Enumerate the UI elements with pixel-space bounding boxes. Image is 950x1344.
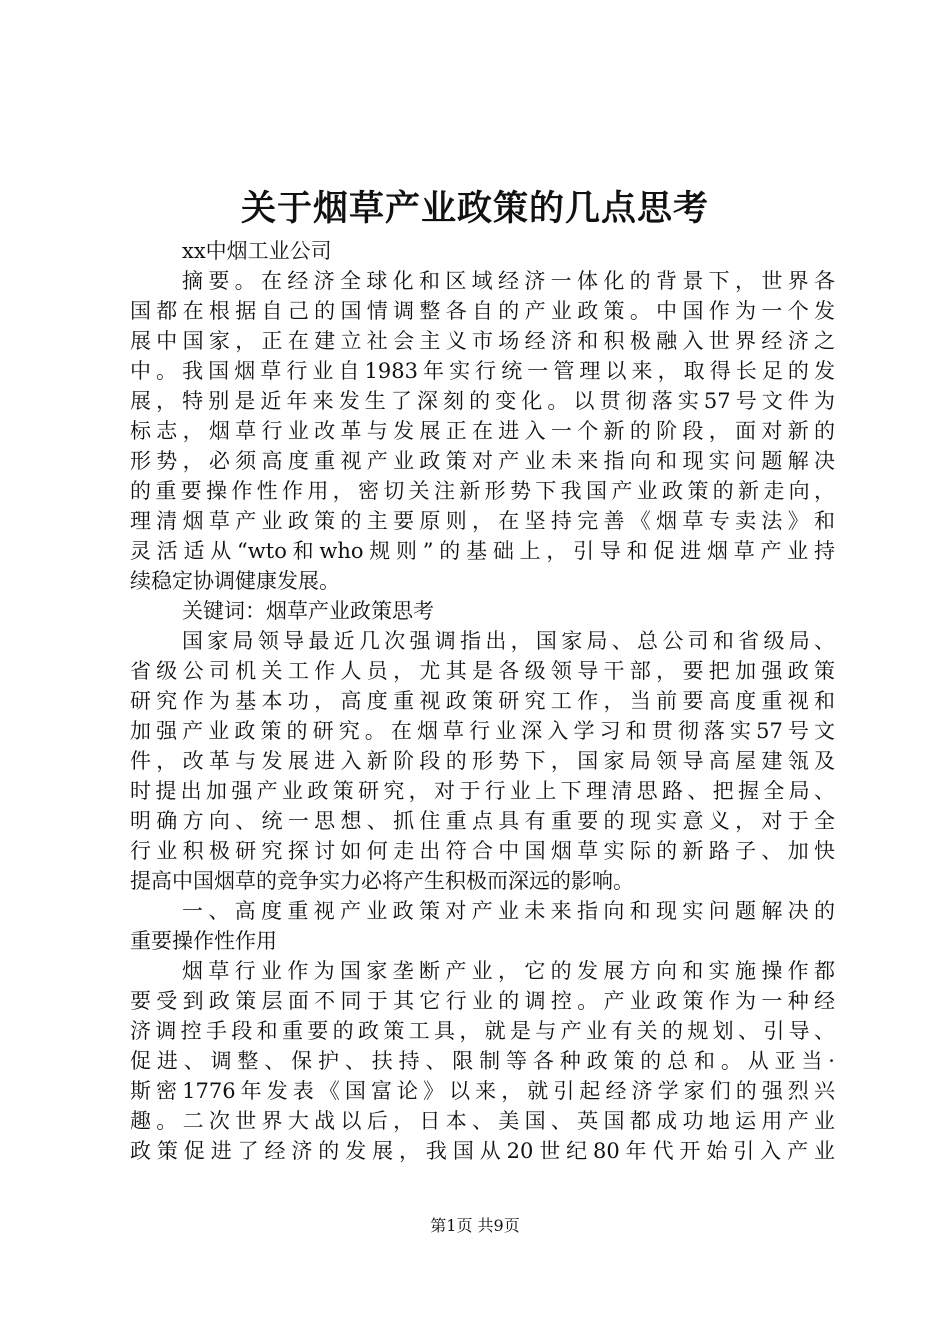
- text-line: 灵活适从“wto和who规则”的基础上，引导和促进烟草产业持: [130, 539, 835, 563]
- text-line: 趣。二次世界大战以后，日本、美国、英国都成功地运用产业: [130, 1109, 835, 1133]
- text-line: 件，改革与发展进入新阶段的形势下，国家局领导高屋建瓴及: [130, 749, 835, 773]
- text-line: 形势，必须高度重视产业政策对产业未来指向和现实问题解决: [130, 449, 835, 473]
- text-line: 斯密1776年发表《国富论》以来，就引起经济学家们的强烈兴: [130, 1079, 835, 1103]
- text-line: 政策促进了经济的发展，我国从20世纪80年代开始引入产业: [130, 1139, 835, 1163]
- text-line: 摘要。在经济全球化和区域经济一体化的背景下，世界各: [182, 269, 835, 293]
- text-line: 理清烟草产业政策的主要原则，在坚持完善《烟草专卖法》和: [130, 509, 835, 533]
- text-line: 国都在根据自己的国情调整各自的产业政策。中国作为一个发: [130, 299, 835, 323]
- document-title: 关于烟草产业政策的几点思考: [240, 188, 709, 229]
- text-line: 时提出加强产业政策研究，对于行业上下理清思路、把握全局、: [130, 779, 835, 803]
- text-line: 续稳定协调健康发展。: [130, 569, 340, 593]
- text-line: 提高中国烟草的竞争实力必将产生积极而深远的影响。: [130, 869, 634, 893]
- text-line: 济调控手段和重要的政策工具，就是与产业有关的规划、引导、: [130, 1019, 835, 1043]
- text-line: 要受到政策层面不同于其它行业的调控。产业政策作为一种经: [130, 989, 835, 1013]
- text-line: 展，特别是近年来发生了深刻的变化。以贯彻落实57号文件为: [130, 389, 835, 413]
- text-line: 展中国家，正在建立社会主义市场经济和积极融入世界经济之: [130, 329, 835, 353]
- text-line: 的重要操作性作用，密切关注新形势下我国产业政策的新走向，: [130, 479, 835, 503]
- page-footer: 第1页 共9页: [430, 1216, 520, 1235]
- text-line: 明确方向、统一思想、抓住重点具有重要的现实意义，对于全: [130, 809, 835, 833]
- text-line: 研究作为基本功，高度重视政策研究工作，当前要高度重视和: [130, 689, 835, 713]
- text-line: 重要操作性作用: [130, 929, 277, 953]
- text-line: 一、高度重视产业政策对产业未来指向和现实问题解决的: [182, 899, 835, 923]
- text-line: 关键词：烟草产业政策思考: [182, 599, 434, 623]
- text-line: 促进、调整、保护、扶持、限制等各种政策的总和。从亚当·: [130, 1049, 835, 1073]
- text-line: 中。我国烟草行业自1983年实行统一管理以来，取得长足的发: [130, 359, 835, 383]
- text-line: 行业积极研究探讨如何走出符合中国烟草实际的新路子、加快: [130, 839, 835, 863]
- text-line: 烟草行业作为国家垄断产业，它的发展方向和实施操作都: [182, 959, 835, 983]
- text-line: 标志，烟草行业改革与发展正在进入一个新的阶段，面对新的: [130, 419, 835, 443]
- text-line: 国家局领导最近几次强调指出，国家局、总公司和省级局、: [182, 629, 835, 653]
- text-line: 加强产业政策的研究。在烟草行业深入学习和贯彻落实57号文: [130, 719, 835, 743]
- document-body: [130, 236, 835, 1166]
- text-line: xx中烟工业公司: [182, 239, 332, 263]
- text-line: 省级公司机关工作人员，尤其是各级领导干部，要把加强政策: [130, 659, 835, 683]
